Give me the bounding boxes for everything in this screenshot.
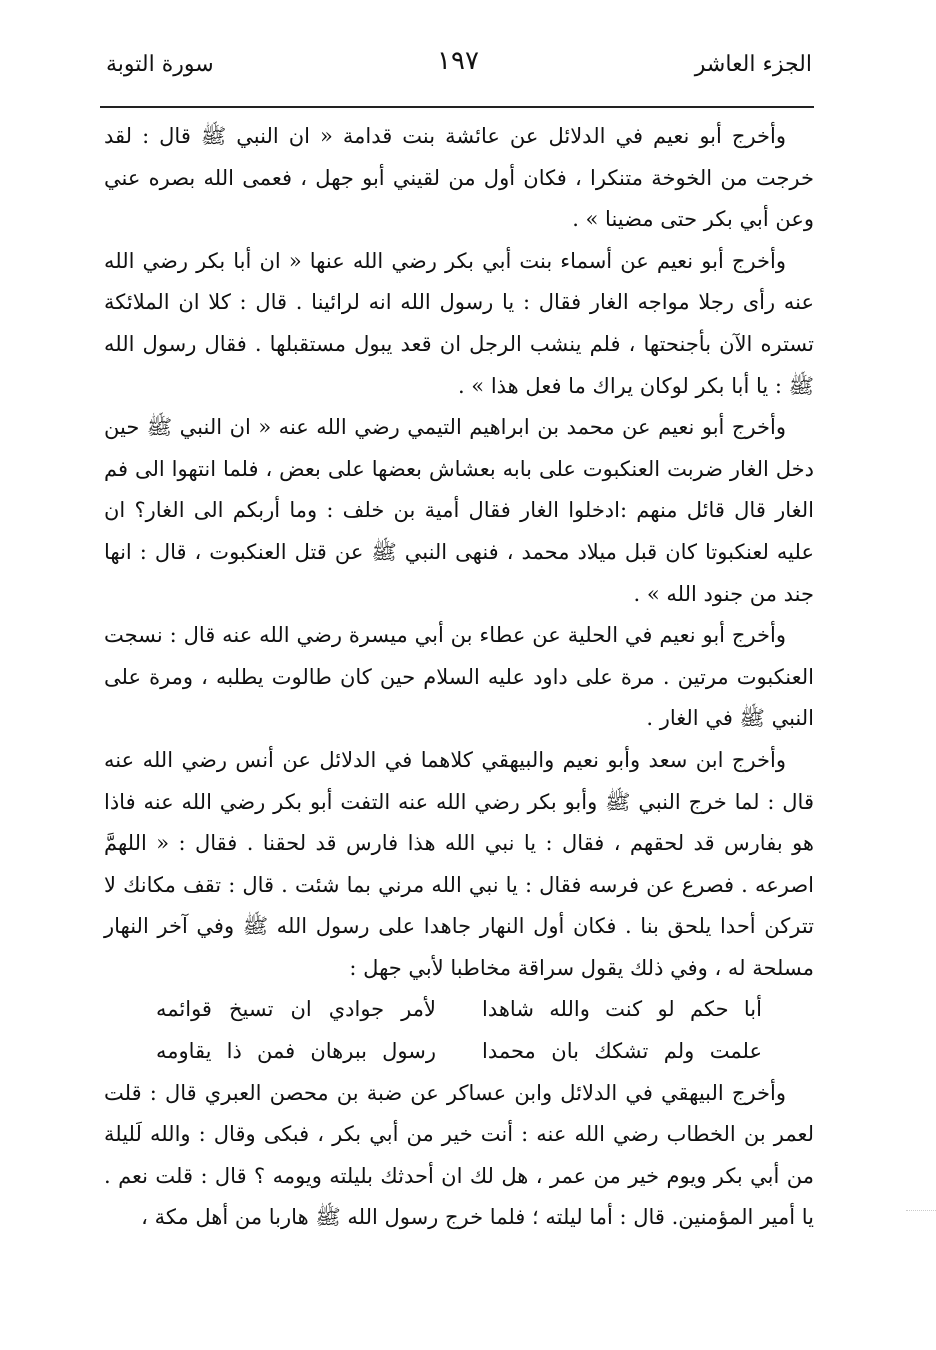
page-number: ١٩٧	[437, 46, 479, 76]
verse-first-half: علمت ولم تشكك بان محمدا	[482, 1039, 762, 1064]
paragraph: وأخرج ابن سعد وأبو نعيم والبيهقي كلاهما في الدلائل عن أنس رضي الله عنه قال : لما خرج النبي ﷺ وأبو بكر رضي الله عنه التفت أبو بكر رضي الله عنه فاذا هو بفارس قد لحقهم ، فقال : يا نبي الله هذا فارس قد لحقنا . فقال : « اللهمَّ اصرعه . فصرع عن فرسه فقال : يا نبي الله مرني بما شئت . قال : تقف مكانك لا تتركن أحدا يلحق بنا . فكان أول النهار جاهدا على رسول الله ﷺ وفي آخر النهار مسلحة له ، وفي ذلك يقول سراقة مخاطبا لأبي جهل :	[104, 747, 814, 980]
paragraph: وأخرج أبو نعيم عن محمد بن ابراهيم التيمي رضي الله عنه « ان النبي ﷺ حين دخل الغار ضربت العنكبوت على بابه بعشاش بعضها على بعض ، فلما انتهوا الى فم الغار قال قائل منهم :ادخلوا الغار فقال أمية بن خلف : وما أربكم الى الغار؟ ان عليه لعنكبوتا كان قبل ميلاد محمد ، فنهى النبي ﷺ عن قتل العنكبوت ، قال : انها جند من جنود الله » .	[104, 415, 814, 606]
surah-label: سورة التوبة	[106, 52, 214, 77]
header-rule	[100, 106, 814, 108]
verse-second-half: رسول ببرهان فمن ذا يقاومه	[156, 1039, 436, 1064]
paragraph: وأخرج أبو نعيم عن أسماء بنت أبي بكر رضي الله عنها « ان أبا بكر رضي الله عنه رأى رجلا مواجه الغار فقال : يا رسول الله انه لرائينا . قال : كلا ان الملائكة تستره الآن بأجنحتها ، فلم ينشب الرجل ان قعد يبول مستقبلها . فقال رسول الله ﷺ : يا أبا بكر لوكان يراك ما فعل هذا » .	[104, 248, 814, 398]
poem-verse	[104, 1031, 814, 1073]
verse-second-half: لأمر جوادي ان تسيخ قوائمه	[156, 997, 436, 1022]
poem-verse	[104, 989, 814, 1031]
page-body	[104, 116, 814, 1239]
page-header	[100, 44, 816, 90]
scan-edge-marks	[906, 1210, 936, 1231]
juz-label: الجزء العاشر	[694, 52, 812, 77]
verse-first-half: أبا حكم لو كنت والله شاهدا	[482, 997, 762, 1022]
poem	[104, 989, 814, 1072]
paragraph: وأخرج أبو نعيم في الدلائل عن عائشة بنت قدامة « ان النبي ﷺ قال : لقد خرجت من الخوخة متنكرا ، فكان أول من لقيني أبو جهل ، فعمى الله بصره عني وعن أبي بكر حتى مضينا » .	[104, 124, 814, 232]
paragraph: وأخرج أبو نعيم في الحلية عن عطاء بن أبي ميسرة رضي الله عنه قال : نسجت العنكبوت مرتين . مرة على داود عليه السلام حين كان طالوت يطلبه ، ومرة على النبي ﷺ في الغار .	[104, 623, 814, 731]
closing-paragraph: وأخرج البيهقي في الدلائل وابن عساكر عن ضبة بن محصن العبري قال : قلت لعمر بن الخطاب رضي الله عنه : أنت خير من أبي بكر ، فبكى وقال : والله لَليلة من أبي بكر ويوم خير من عمر ، هل لك ان أحدثك بليلته ويومه ؟ قال : قلت نعم . يا أمير المؤمنين. قال : أما ليلته ؛ فلما خرج رسول الله ﷺ هاربا من أهل مكة ،	[104, 1080, 814, 1230]
